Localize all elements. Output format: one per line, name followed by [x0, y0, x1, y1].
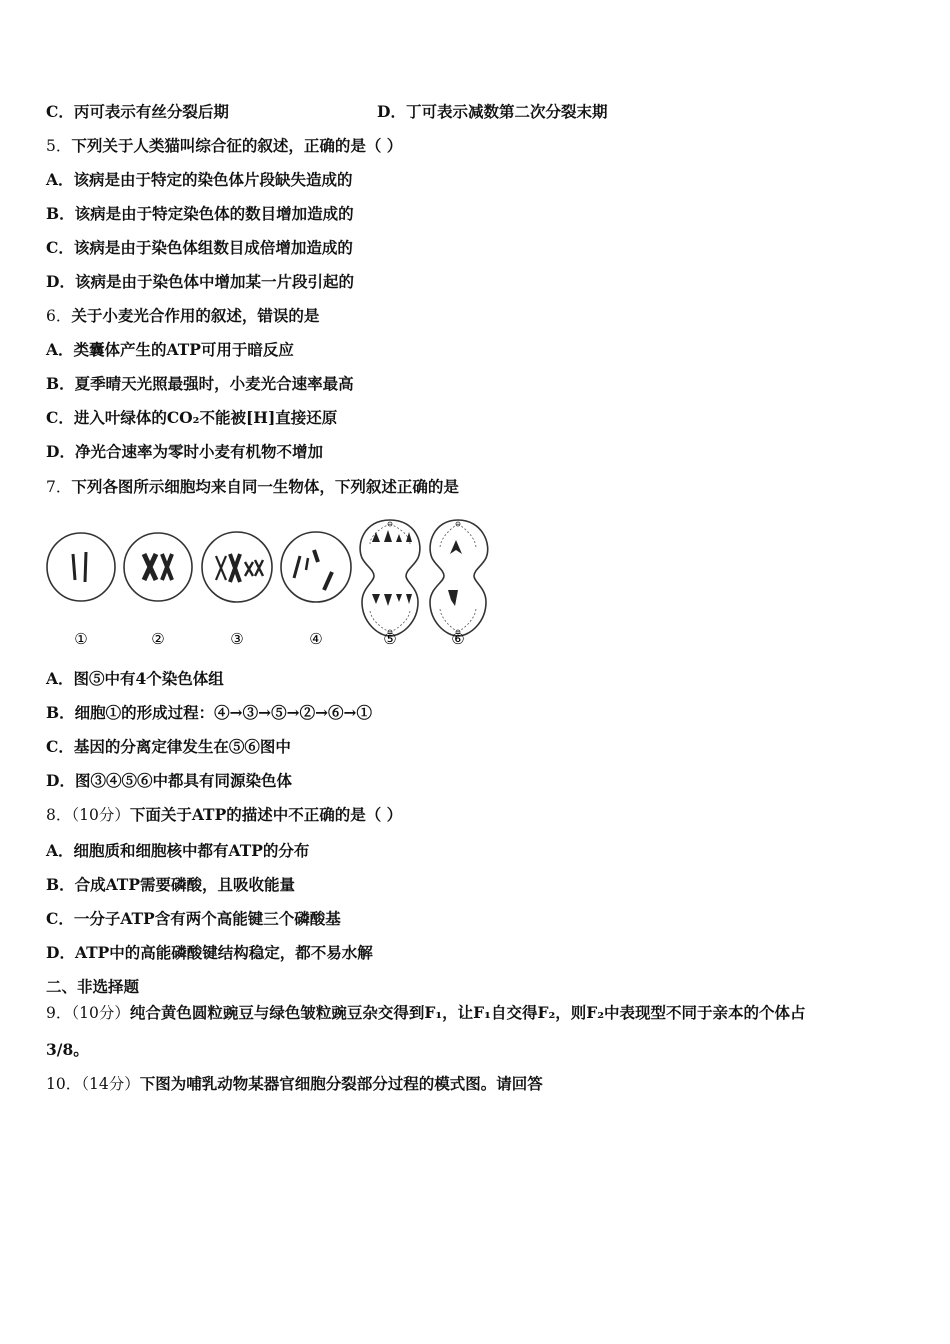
question-number: 5．: [46, 137, 72, 155]
figure-label-3: ③: [230, 630, 244, 648]
question-5: [46, 136, 402, 156]
chromosome: [314, 550, 318, 562]
cell-6-spindle: [440, 524, 476, 632]
chromosome: [216, 556, 226, 580]
chromosome: [450, 540, 462, 554]
chromosome: [73, 554, 75, 580]
option: C．进入叶绿体的CO₂不能被[H]直接还原: [46, 408, 338, 427]
question-score: （10分）: [71, 806, 130, 824]
question-8: [46, 805, 402, 825]
chromosome: [396, 534, 402, 542]
option: C．该病是由于染色体组数目成倍增加造成的: [46, 238, 353, 257]
question-stem: 下面关于ATP的描述中不正确的是（ ）: [129, 805, 403, 824]
chromosome: [255, 560, 263, 576]
option: A．该病是由于特定的染色体片段缺失造成的: [46, 170, 353, 189]
chromosome: [144, 554, 156, 580]
option: D．ATP中的高能磷酸键结构稳定，都不易水解: [46, 943, 373, 962]
question-10: [46, 1074, 543, 1094]
question-score: （14分）: [81, 1075, 140, 1093]
cell-1-outline: [47, 533, 115, 601]
question-number: 9．: [46, 1004, 72, 1022]
option-c-top: C．丙可表示有丝分裂后期: [46, 102, 229, 121]
chromosome: [406, 594, 412, 604]
figure-label-1: ①: [74, 630, 88, 648]
chromosome: [448, 590, 458, 606]
option: A．类囊体产生的ATP可用于暗反应: [46, 340, 294, 359]
question-7: [46, 477, 459, 497]
cell-6-outline: [430, 520, 488, 636]
option: D．净光合速率为零时小麦有机物不增加: [46, 442, 323, 461]
cell-division-figure: [44, 514, 494, 654]
section-heading: 二、非选择题: [46, 977, 140, 996]
question-9-continuation: 3/8。: [46, 1040, 89, 1059]
question-6: [46, 306, 319, 326]
figure-label-4: ④: [309, 630, 323, 648]
cell-4-outline: [281, 532, 351, 602]
question-stem: 下列关于人类猫叫综合征的叙述，正确的是（ ）: [71, 136, 403, 155]
option: A．细胞质和细胞核中都有ATP的分布: [46, 841, 310, 860]
option: B．夏季晴天光照最强时，小麦光合速率最高: [46, 374, 354, 393]
option: B．合成ATP需要磷酸，且吸收能量: [46, 875, 295, 894]
chromosome: [396, 594, 402, 602]
question-number: 10．: [46, 1075, 82, 1093]
chromosome: [406, 532, 412, 542]
question-stem: 下列各图所示细胞均来自同一生物体，下列叙述正确的是: [71, 477, 459, 496]
chromosome: [85, 552, 86, 582]
question-stem: 下图为哺乳动物某器官细胞分裂部分过程的模式图。请回答: [139, 1074, 543, 1093]
chromosome: [384, 530, 392, 542]
question-9: [46, 1003, 806, 1023]
question-number: 7．: [46, 478, 72, 496]
option: A．图⑤中有4个染色体组: [46, 669, 224, 688]
option: D．该病是由于染色体中增加某一片段引起的: [46, 272, 354, 291]
figure-label-2: ②: [151, 630, 165, 648]
question-number: 8．: [46, 806, 72, 824]
chromosome: [372, 532, 380, 542]
chromosome: [294, 556, 300, 578]
chromosome: [324, 572, 332, 590]
figure-label-6: ⑥: [451, 630, 465, 648]
chromosome: [306, 558, 308, 570]
question-stem: 纯合黄色圆粒豌豆与绿色皱粒豌豆杂交得到F₁，让F₁自交得F₂，则F₂中表现型不同于亲本的个体占: [129, 1003, 806, 1022]
cell-2-outline: [124, 533, 192, 601]
option: B．细胞①的形成过程：④→③→⑤→②→⑥→①: [46, 703, 373, 722]
option: D．图③④⑤⑥中都具有同源染色体: [46, 771, 292, 790]
figure-label-5: ⑤: [383, 630, 397, 648]
question-score: （10分）: [71, 1004, 130, 1022]
chromosome: [162, 554, 172, 580]
option-d-top: D．丁可表示减数第二次分裂末期: [377, 102, 608, 121]
option: C．基因的分离定律发生在⑤⑥图中: [46, 737, 291, 756]
question-stem: 关于小麦光合作用的叙述，错误的是: [71, 306, 320, 325]
question-number: 6．: [46, 307, 72, 325]
chromosome: [372, 594, 380, 604]
chromosome: [384, 594, 392, 606]
option: C．一分子ATP含有两个高能键三个磷酸基: [46, 909, 341, 928]
chromosome: [245, 562, 253, 576]
chromosome: [230, 554, 240, 582]
option: B．该病是由于特定染色体的数目增加造成的: [46, 204, 354, 223]
